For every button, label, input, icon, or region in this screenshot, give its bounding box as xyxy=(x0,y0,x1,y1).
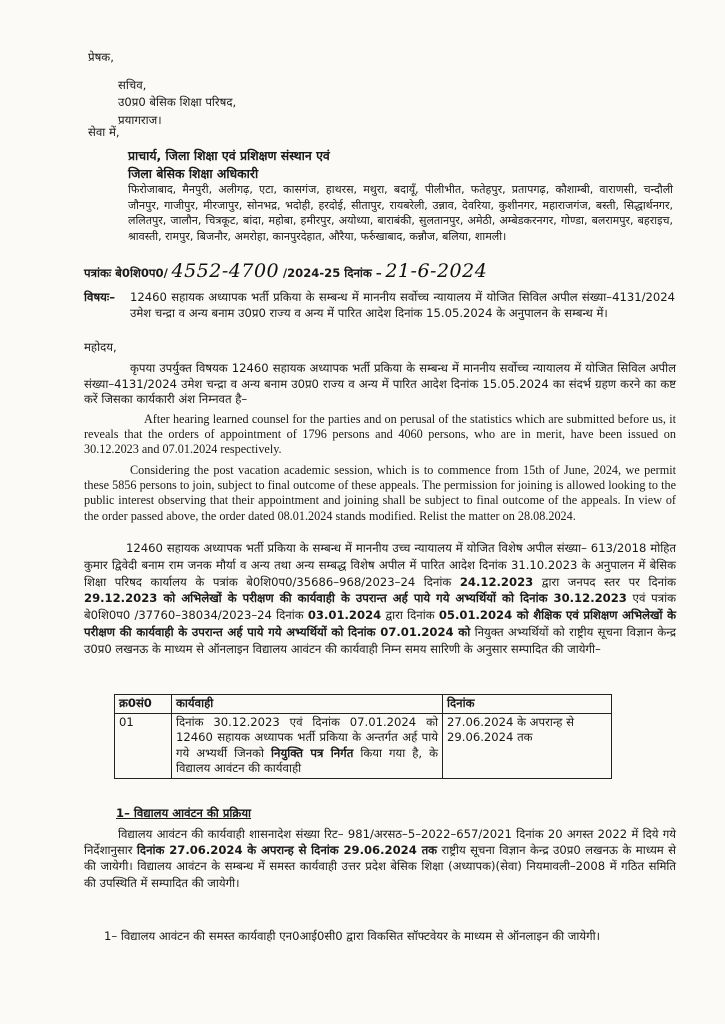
sender-office: उ0प्र0 बेसिक शिक्षा परिषद, xyxy=(118,95,237,110)
schedule-table xyxy=(114,694,612,779)
para2-text-2: द्वारा जनपद स्तर पर दिनांक xyxy=(533,574,676,589)
reference-line xyxy=(84,260,684,282)
paragraph-timeline xyxy=(84,540,676,658)
row-action-text: दिनांक 30.12.2023 एवं दिनांक 07.01.2024 को 12460 सहायक अध्यापक भर्ती प्रकिया के अन्तर्गत अर्ह पाये गये अभ्यर्थी जिनको xyxy=(176,714,438,760)
reference-year-label: /2024-25 दिनांक – xyxy=(282,266,382,280)
row-action-text-2: किया गया है, के विद्यालय आवंटन की कार्यवाही xyxy=(176,745,438,776)
reference-label: पत्रांकः बे0शि0प0/ xyxy=(84,266,168,280)
subject-label: विषयः– xyxy=(84,290,116,304)
para2-text-4: द्वारा दिनांक xyxy=(381,608,439,623)
para2-bold-3: 03.01.2024 xyxy=(307,608,382,623)
para2-text-3: एवं पत्रांक बे0शि0प0 /37760–38034/2023–24 दिनांक xyxy=(84,591,676,623)
order-quote-2: Considering the post vacation academic session, which is to commence from 15th of June, 2024, we permit these 5856 persons to join, subject to final outcome of these appeals. The permission for joining is allowed looking to the public interest observing that their appointment and joining shall be subject to final outcome of the appeals. In view of the order passed above, the order dated 08.01.2024 stands modified. Relist the matter on 28.08.2024. xyxy=(84,463,676,523)
row-action-bold: नियुक्ति पत्र निर्गत xyxy=(271,745,354,760)
para2-bold-1: 24.12.2023 xyxy=(459,574,534,589)
section-heading: 1– विद्यालय आवंटन की प्रक्रिया xyxy=(116,806,252,820)
paragraph-reference xyxy=(84,361,676,408)
from-label: प्रेषक, xyxy=(88,50,114,64)
row-date: 27.06.2024 के अपरान्ह से 29.06.2024 तक xyxy=(443,713,612,778)
section-subpoint-1: 1– विद्यालय आवंटन की समस्त कार्यवाही एन0आई0सी0 द्वारा विकसित सॉफ्टवेयर के माध्यम से ऑनलाइन की जायेगी। xyxy=(104,929,601,943)
section-text-2: राष्ट्रीय सूचना विज्ञान केन्द्र उ0प्र0 लखनऊ के माध्यम से की जायेगी। विद्यालय आवंटन के सम्बन्ध में समस्त कार्यवाही उत्तर प्रदेश बेसिक शिक्षा (अध्यापक)(सेवा) नियमावली–2008 में गठित समिति की उपस्थिति में सम्पादित की जायेगी। xyxy=(84,843,676,890)
paragraph-reference-text: कृपया उपर्युक्त विषयक 12460 सहायक अध्यापक भर्ती प्रकिया के सम्बन्ध में माननीय सर्वोच्च न्यायालय में योजित सिविल अपील संख्या–4131/2024 उमेश चन्द्रा व अन्य बनाम उ0प्र0 राज्य व अन्य में पारित आदेश दिनांक 15.05.2024 का संदर्भ ग्रहण करने का कष्ट करें जिसका कार्यकारी अंश निम्नवत है– xyxy=(84,361,676,407)
table-row xyxy=(115,713,612,778)
header-date: दिनांक xyxy=(443,695,612,714)
schedule-table-header xyxy=(115,695,612,714)
handwritten-date: 21-6-2024 xyxy=(385,260,488,282)
section-bold: दिनांक 27.06.2024 के अपरान्ह से दिनांक 29.06.2024 तक xyxy=(136,843,438,858)
sender-city: प्रयागराज। xyxy=(118,112,162,127)
recipient-line-2: जिला बेसिक शिक्षा अधिकारी xyxy=(128,166,259,181)
row-action xyxy=(172,713,443,778)
row-serial: 01 xyxy=(115,713,172,778)
sender-block xyxy=(88,50,388,128)
handwritten-letter-number: 4552-4700 xyxy=(171,260,280,282)
recipient-line-1: प्राचार्य, जिला शिक्षा एवं प्रशिक्षण संस्थान एवं xyxy=(128,148,330,163)
district-list: फिरोजाबाद, मैनपुरी, अलीगढ़, एटा, कासगंज, हाथरस, मथुरा, बदायूँ, पीलीभीत, फतेहपुर, प्रतापगढ़, कौशाम्बी, वाराणसी, चन्दौली जौनपुर, गाजीपुर, मीरजापुर, सोनभद्र, भदोही, हरदोई, सीतापुर, रायबरेली, उन्नाव, देवरिया, कुशीनगर, महाराजगंज, बस्ती, सिद्धार्थनगर, ललितपुर, जालौन, चित्रकूट, बांदा, महोबा, हमीरपुर, अयोध्या, बाराबंकी, सुलतानपुर, अमेठी, अम्बेडकरनगर, गोण्डा, बलरामपुर, बहराइच, श्रावस्ती, रामपुर, बिजनौर, अमरोहा, कानपुरदेहात, औरैया, फर्रुखाबाद, कन्नौज, बलिया, शामली। xyxy=(128,183,673,244)
para2-bold-2: 29.12.2023 को अभिलेखों के परीक्षण की कार्यवाही के उपरान्त अर्ह पाये गये अभ्यर्थियों को दिनांक 30.12.2023 xyxy=(84,591,627,606)
salutation: महोदय, xyxy=(84,340,117,354)
order-quote-1: After hearing learned counsel for the parties and on perusal of the statistics which are submitted before us, it reveals that the orders of appointment of 1796 persons and 4060 persons, who are in merit, have been issued on 30.12.2023 and 07.01.2024 respectively. xyxy=(84,412,676,457)
para2-text-1: 12460 सहायक अध्यापक भर्ती प्रकिया के सम्बन्ध में माननीय उच्च न्यायालय में योजित विशेष अपील संख्या– 613/2018 मोहित कुमार द्विवेदी बनाम राम जनक मौर्या व अन्य तथा अन्य सम्बद्ध विशेष अपील में पारित आदेश दिनांक 31.10.2023 के अनुपालन में बेसिक शिक्षा परिषद कार्यालय के पत्रांक बे0शि0प0/35686–968/2023–24 दिनांक xyxy=(84,541,676,589)
to-label: सेवा में, xyxy=(88,125,120,139)
subject-text: 12460 सहायक अध्यापक भर्ती प्रकिया के सम्बन्ध में माननीय सर्वोच्च न्यायालय में योजित सिविल अपील संख्या–4131/2024 उमेश चन्द्रा व अन्य बनाम उ0प्र0 राज्य व अन्य में पारित आदेश दिनांक 15.05.2024 के अनुपालन के सम्बन्ध में। xyxy=(130,290,675,320)
section-paragraph xyxy=(84,826,676,891)
para2-bold-4: 05.01.2024 को शैक्षिक एवं प्रशिक्षण अभिलेखों के परीक्षण की कार्यवाही के उपरान्त अर्ह पाये गये अभ्यर्थियों को दिनांक 07.01.2024 को xyxy=(84,608,676,639)
sender-title: सचिव, xyxy=(118,77,147,92)
section-text-1: विद्यालय आवंटन की कार्यवाही शासनादेश संख्या रिट– 981/अरसठ–5–2022–657/2021 दिनांक 20 अगस्त 2022 में दिये गये निर्देशानुसार xyxy=(84,827,676,858)
para2-text-5: नियुक्त अभ्यर्थियों को राष्ट्रीय सूचना विज्ञान केन्द्र उ0प्र0 लखनऊ के माध्यम से ऑनलाइन विद्यालय आवंटन की कार्यवाही निम्न समय सारिणी के अनुसार सम्पादित की जायेगी– xyxy=(84,624,676,656)
header-action: कार्यवाही xyxy=(172,695,443,714)
header-serial: क्र0सं0 xyxy=(115,695,172,714)
